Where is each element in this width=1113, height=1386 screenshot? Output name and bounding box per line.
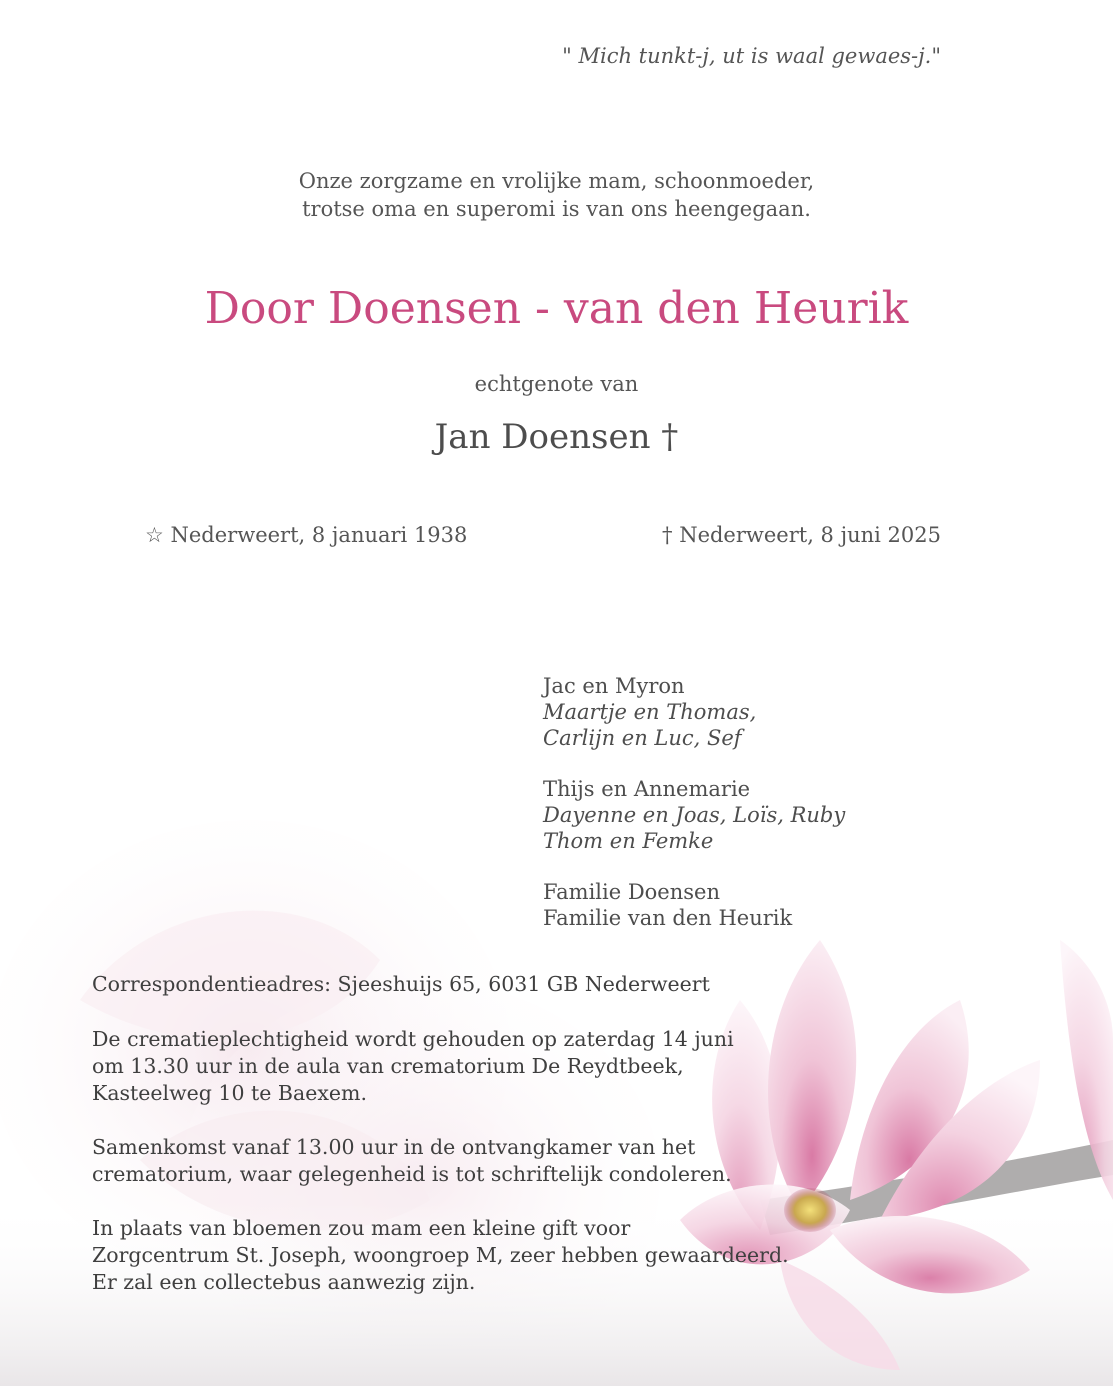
family-line: Maartje en Thomas,	[543, 700, 757, 724]
family-list	[543, 673, 845, 956]
family-line: Carlijn en Luc, Sef	[543, 726, 742, 750]
deceased-name: Door Doensen - van den Heurik	[204, 283, 909, 334]
gathering-paragraph	[92, 1134, 789, 1188]
spouse-name: Jan Doensen †	[434, 417, 679, 457]
spouse-label: echtgenote van	[474, 372, 639, 396]
paragraph-line: crematorium, waar gelegenheid is tot schriftelijk condoleren.	[92, 1162, 732, 1186]
family-line: Familie Doensen	[543, 880, 720, 904]
intro-line: trotse oma en superomi is van ons heengegaan.	[302, 197, 811, 221]
family-line: Thom en Femke	[543, 829, 714, 853]
paragraph-line: Kasteelweg 10 te Baexem.	[92, 1081, 367, 1105]
ceremony-info	[92, 971, 789, 1323]
family-group	[543, 776, 845, 854]
death-date: † Nederweert, 8 juni 2025	[662, 523, 941, 547]
paragraph-line: Zorgcentrum St. Joseph, woongroep M, zeer hebben gewaardeerd.	[92, 1243, 789, 1267]
paragraph-line: Samenkomst vanaf 13.00 uur in de ontvangkamer van het	[92, 1135, 696, 1159]
address-line: Correspondentieadres: Sjeeshuijs 65, 6031 GB Nederweert	[92, 972, 710, 996]
family-group	[543, 673, 845, 751]
correspondence-address	[92, 971, 789, 998]
family-group	[543, 879, 845, 931]
family-line: Familie van den Heurik	[543, 906, 793, 930]
donation-paragraph	[92, 1215, 789, 1296]
paragraph-line: In plaats van bloemen zou mam een kleine gift voor	[92, 1216, 631, 1240]
paragraph-line: Er zal een collectebus aanwezig zijn.	[92, 1270, 476, 1294]
family-line: Dayenne en Joas, Loïs, Ruby	[543, 803, 846, 827]
birth-date: ☆ Nederweert, 8 januari 1938	[145, 523, 468, 547]
ceremony-paragraph	[92, 1026, 789, 1107]
family-line: Jac en Myron	[543, 674, 685, 698]
intro-line: Onze zorgzame en vrolijke mam, schoonmoeder,	[298, 169, 815, 193]
family-line: Thijs en Annemarie	[543, 777, 751, 801]
paragraph-line: De crematieplechtigheid wordt gehouden op zaterdag 14 juni	[92, 1027, 734, 1051]
paragraph-line: om 13.30 uur in de aula van crematorium De Reydtbeek,	[92, 1054, 684, 1078]
motto-quote: " Mich tunkt-j, ut is waal gewaes-j."	[562, 44, 941, 68]
intro-text	[0, 167, 1113, 223]
